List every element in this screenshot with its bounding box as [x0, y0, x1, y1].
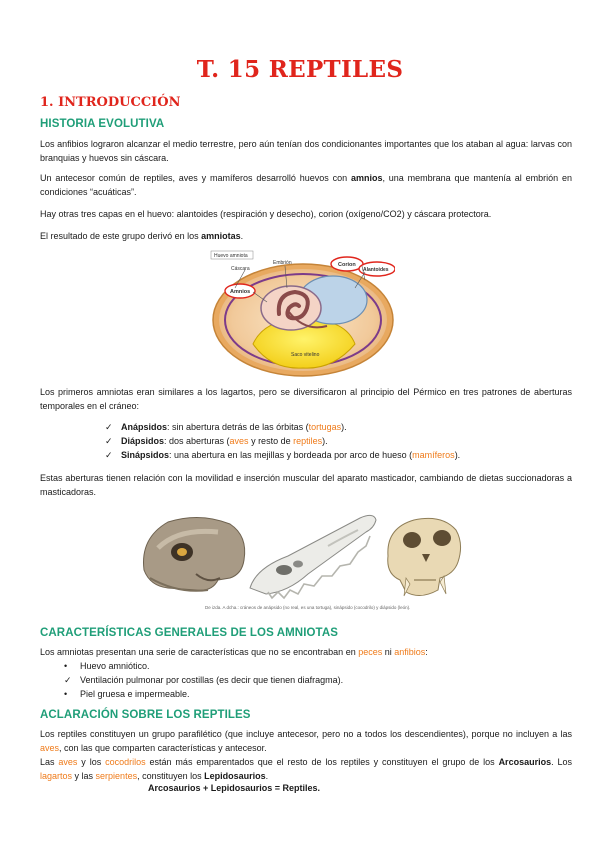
- paragraph-parafiletico: Los reptiles constituyen un grupo parafilético (que incluye antecesor, pero no a todos los descendientes), porque no incluyen a las aves, con las que comparten características y antecesor.: [40, 729, 572, 753]
- checkmark-icon: ✓: [105, 450, 113, 460]
- label-amnios: Amnios: [230, 289, 251, 295]
- skulls-caption: De izda. A dcha.: cráneos de anápsido (no real, es una tortuga), sinápsido (cocodrilo) y diápsido (león).: [205, 605, 411, 610]
- list-item-ventilacion: ✓ Ventilación pulmonar por costillas (es decir que tienen diafragma).: [64, 675, 344, 685]
- paragraph-primeros-amniotas: Los primeros amniotas eran similares a los lagartos, pero se diversificaron al principio del Pérmico en tres patrones de aberturas temporales en el cráneo:: [40, 387, 572, 411]
- list-item-piel: • Piel gruesa e impermeable.: [64, 689, 190, 699]
- label-corion: Corion: [338, 262, 356, 268]
- section-heading-introduccion: 1. INTRODUCCIÓN: [40, 95, 181, 110]
- bullet-icon: •: [64, 661, 68, 671]
- subheading-historia-evolutiva: HISTORIA EVOLUTIVA: [40, 118, 165, 130]
- paragraph-capas-huevo: Hay otras tres capas en el huevo: alantoides (respiración y desecho), corion (oxígeno/CO2) y cáscara protectora.: [40, 209, 492, 219]
- paragraph-aberturas: Estas aberturas tienen relación con la movilidad e inserción muscular del aparato masticador, cambiando de dietas succionadoras a masticadoras.: [40, 473, 572, 497]
- subheading-aclaracion: ACLARACIÓN SOBRE LOS REPTILES: [40, 709, 251, 721]
- formula-reptiles: Arcosaurios + Lepidosaurios = Reptiles.: [148, 783, 321, 793]
- list-item-huevo: • Huevo amniótico.: [64, 661, 150, 671]
- label-cascara: Cáscara: [231, 266, 250, 272]
- paragraph-anfibios: Los anfibios lograron alcanzar el medio terrestre, pero aún tenían dos condicionantes importantes que los ataban al agua: larvas con branquias y huevos sin cáscara.: [40, 139, 572, 163]
- turtle-skull: [144, 517, 245, 590]
- checkmark-icon: ✓: [105, 436, 113, 446]
- paragraph-amniotas: El resultado de este grupo derivó en los amniotas.: [40, 231, 244, 241]
- bullet-icon: •: [64, 689, 68, 699]
- label-huevo-amniota: Huevo amniota: [214, 253, 248, 259]
- list-item-anapsidos: ✓ Anápsidos: sin abertura detrás de las órbitas (tortugas).: [105, 422, 347, 432]
- label-saco-vitelino: Saco vitelino: [291, 352, 320, 358]
- label-embrion: Embrión: [273, 260, 292, 266]
- checkmark-icon: ✓: [64, 675, 72, 685]
- crocodile-skull: [250, 515, 376, 598]
- page-title: T. 15 REPTILES: [196, 56, 404, 83]
- paragraph-amnios: Un antecesor común de reptiles, aves y mamíferos desarrolló huevos con amnios, una membrana que mantenía al embrión en condiciones “acuáticas”.: [40, 173, 572, 197]
- paragraph-arcosaurios: Las aves y los cocodrilos están más emparentados que el resto de los reptiles y constituyen el grupo de los Arcosaurios. Los lagartos y las serpientes, constituyen los Lepidosaurios.: [40, 757, 572, 781]
- amniotic-egg-diagram: [205, 248, 395, 378]
- list-item-sinapsidos: ✓ Sinápsidos: una abertura en las mejillas y bordeada por arco de hueso (mamíferos).: [105, 450, 461, 460]
- amniota-traits-list: [64, 659, 504, 701]
- checkmark-icon: ✓: [105, 422, 113, 432]
- skulls-image: [138, 508, 463, 604]
- lion-skull: [388, 518, 461, 596]
- paragraph-caracteristicas: Los amniotas presentan una serie de características que no se encontraban en peces ni anfibios:: [40, 647, 428, 657]
- skull-types-list: [105, 420, 545, 462]
- label-alantoides: Alantoides: [363, 267, 389, 273]
- subheading-caracteristicas: CARACTERÍSTICAS GENERALES DE LOS AMNIOTAS: [40, 627, 339, 639]
- list-item-diapsidos: ✓ Diápsidos: dos aberturas (aves y resto de reptiles).: [105, 436, 328, 446]
